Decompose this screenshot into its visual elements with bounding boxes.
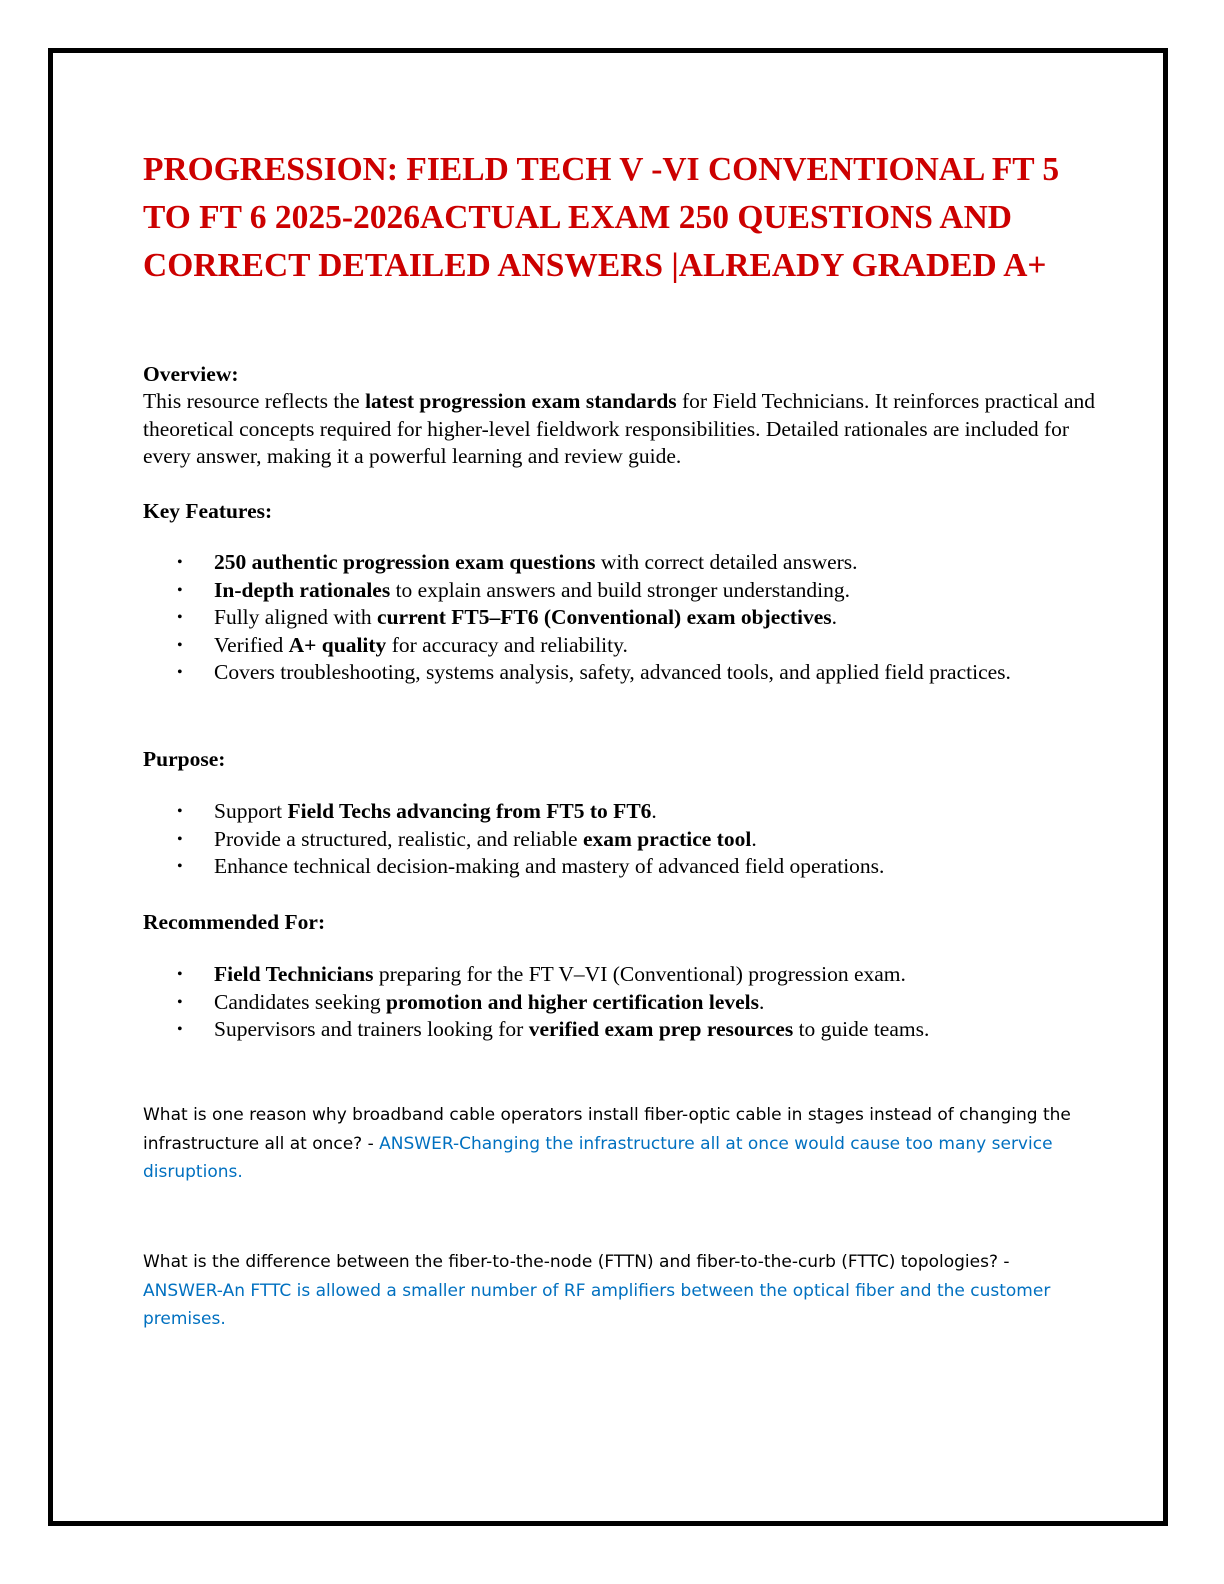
item-text: with correct detailed answers.	[595, 550, 858, 574]
list-item	[143, 549, 1103, 577]
bullet-icon: •	[177, 830, 183, 848]
list-item	[143, 989, 1103, 1017]
item-bold: exam practice tool	[582, 826, 752, 851]
bullet-icon: •	[177, 966, 183, 983]
recommended-section	[143, 908, 1103, 1044]
item-text: to guide teams.	[793, 1017, 930, 1041]
list-item	[143, 853, 1103, 881]
list-item	[143, 798, 1103, 826]
overview-text-part: This resource reflects the	[143, 389, 366, 413]
item-text: Covers troubleshooting, systems analysis, safety, advanced tools, and applied field practices.	[214, 660, 1011, 684]
bullet-icon: •	[177, 554, 183, 571]
qa-item	[143, 1101, 1073, 1187]
item-bold: Field Techs advancing from FT5 to FT6	[287, 799, 652, 823]
bullet-icon: •	[177, 609, 183, 626]
key-features-section	[143, 497, 1103, 687]
purpose-heading: Purpose:	[143, 747, 226, 771]
item-bold: current FT5–FT6 (Conventional) exam objectives	[377, 605, 832, 629]
item-bold: verified exam prep resources	[528, 1017, 794, 1041]
item-bold: A+ quality	[288, 632, 387, 657]
item-text: .	[831, 605, 838, 629]
list-item	[143, 961, 1103, 989]
item-text: Support	[214, 799, 288, 823]
purpose-section	[143, 745, 1103, 881]
item-text: Supervisors and trainers looking for	[214, 1017, 529, 1041]
key-features-heading: Key Features:	[143, 499, 273, 523]
item-bold: promotion and higher certification levels	[385, 989, 760, 1014]
bullet-icon: •	[177, 664, 183, 681]
overview-text-part: for Field Technicians. It reinforces practical and theoretical concepts required for higher-level fieldwork responsibilities. Detailed rationales are included for every answer, making it a powerful learning and review guide.	[143, 389, 1096, 468]
overview-text	[143, 388, 1103, 471]
item-bold: Field Technicians	[214, 962, 374, 986]
item-text: to explain answers and build stronger understanding.	[390, 577, 850, 602]
item-text: Fully aligned with	[214, 605, 378, 629]
item-text: for accuracy and reliability.	[386, 632, 628, 657]
list-item	[143, 826, 1103, 854]
bullet-icon: •	[177, 803, 183, 820]
item-text: .	[759, 989, 765, 1014]
bullet-icon: •	[177, 858, 183, 875]
qa-item	[143, 1248, 1073, 1334]
bullet-icon: •	[177, 993, 183, 1011]
purpose-list	[143, 798, 1103, 881]
document-title: PROGRESSION: FIELD TECH V -VI CONVENTIONAL FT 5 TO FT 6 2025-2026ACTUAL EXAM 250 QUESTIONS AND CORRECT DETAILED ANSWERS |ALREADY GRADED A+	[143, 151, 1060, 284]
list-item	[143, 604, 1103, 632]
item-text: Enhance technical decision-making and mastery of advanced field operations.	[214, 854, 885, 878]
bullet-icon: •	[177, 636, 183, 654]
item-text: preparing for the FT V–VI (Conventional) progression exam.	[373, 962, 906, 986]
bullet-icon: •	[177, 581, 183, 599]
overview-section	[143, 360, 1103, 471]
question-text: What is the difference between the fiber-to-the-node (FTTN) and fiber-to-the-curb (FTTC) topologies? -	[143, 1252, 1010, 1272]
list-item	[143, 632, 1103, 660]
key-features-list	[143, 549, 1103, 687]
question-text: What is one reason why broadband cable operators install fiber-optic cable in stages instead of changing the infrastructure all at once? -	[143, 1105, 1071, 1154]
answer-text: ANSWER-An FTTC is allowed a smaller number of RF amplifiers between the optical fiber and the customer premises.	[143, 1280, 1051, 1329]
overview-heading: Overview:	[143, 362, 239, 386]
item-bold: In-depth rationales	[214, 577, 391, 602]
list-item	[143, 577, 1103, 605]
overview-bold-phrase: latest progression exam standards	[365, 389, 677, 413]
item-text: .	[651, 799, 657, 823]
answer-text: ANSWER-Changing the infrastructure all at once would cause too many service disruptions.	[143, 1133, 1053, 1182]
item-text: Candidates seeking	[214, 989, 386, 1014]
bullet-icon: •	[177, 1021, 183, 1038]
list-item	[143, 1016, 1103, 1044]
list-item	[143, 659, 1103, 687]
item-text: Provide a structured, realistic, and reliable	[214, 826, 583, 851]
recommended-list	[143, 961, 1103, 1044]
recommended-heading: Recommended For:	[143, 910, 326, 934]
item-text: .	[751, 826, 757, 851]
item-text: Verified	[214, 632, 289, 657]
item-bold: 250 authentic progression exam questions	[214, 550, 596, 574]
